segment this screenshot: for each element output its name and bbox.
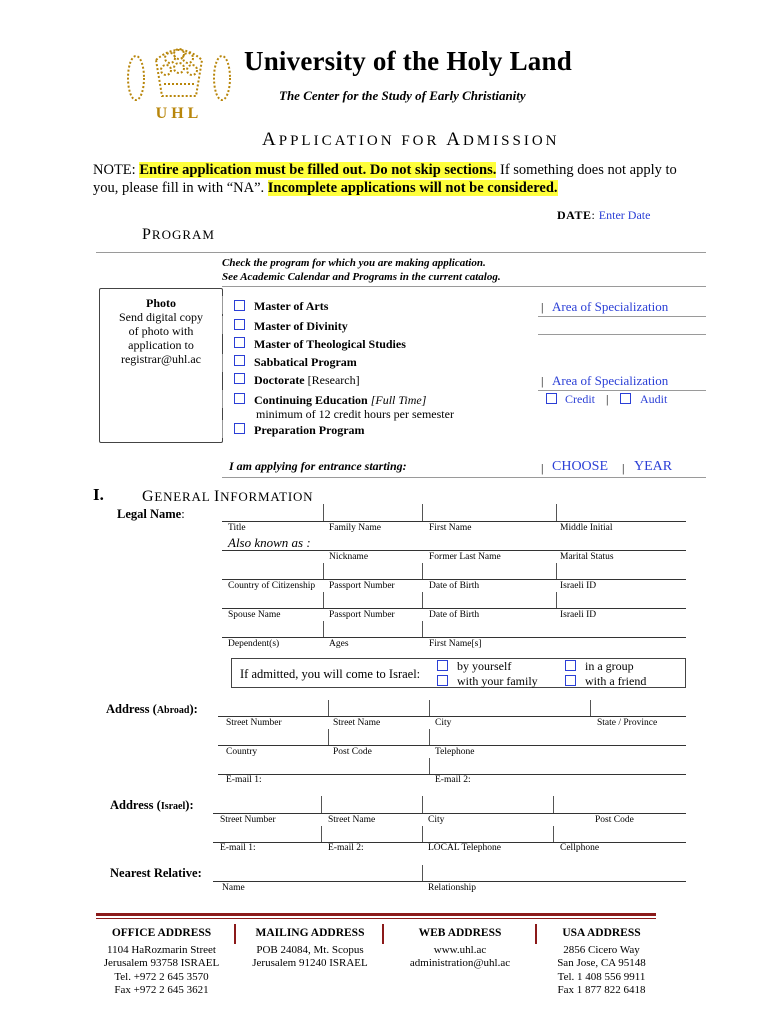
audit-checkbox[interactable] [620, 393, 631, 404]
divider [422, 563, 423, 579]
note-paragraph: NOTE: Entire application must be filled out. Do not skip sections. If something does not apply to you, please fill in with “NA”. Incomplete applications will not be considered. [93, 162, 677, 196]
passport-number-field[interactable]: Passport Number [329, 581, 395, 591]
credit-label: Credit [565, 392, 595, 406]
israel-street-name-field[interactable]: Street Name [328, 815, 376, 825]
footer-rule [96, 918, 656, 919]
footer-divider [382, 924, 384, 944]
divider [422, 504, 423, 521]
master-of-divinity-checkbox[interactable] [234, 319, 245, 330]
credit-checkbox[interactable] [546, 393, 557, 404]
divider [321, 796, 322, 813]
nearest-relative-label: Nearest Relative: [110, 866, 202, 880]
usa-address: USA ADDRESS 2856 Cicero Way San Jose, CA 95148 Tel. 1 408 556 9911 Fax 1 877 822 6418 [557, 927, 646, 996]
date-of-birth-field[interactable]: Date of Birth [429, 581, 480, 591]
mailing-address: MAILING ADDRESS POB 24084, Mt. Scopus Jerusalem 91240 ISRAEL [252, 927, 368, 969]
divider [222, 296, 223, 314]
date-field: DATE: Enter Date [557, 208, 651, 222]
divider [328, 729, 329, 745]
svg-text:UHL: UHL [155, 105, 203, 122]
divider [321, 826, 322, 842]
separator: | [606, 392, 609, 406]
abroad-street-name-field[interactable]: Street Name [333, 718, 381, 728]
master-of-arts-label: Master of Arts [254, 299, 329, 313]
middle-initial-field[interactable]: Middle Initial [560, 523, 613, 533]
area-of-specialization-1[interactable]: Area of Specialization [552, 299, 669, 314]
preparation-program-label: Preparation Program [254, 423, 365, 437]
divider [323, 621, 324, 637]
israel-local-telephone-field[interactable]: LOCAL Telephone [428, 843, 501, 853]
separator: | [541, 374, 544, 388]
area-of-specialization-2[interactable]: Area of Specialization [552, 373, 669, 388]
field-line [218, 745, 686, 746]
with-family-label: with your family [457, 674, 538, 688]
master-of-arts-checkbox[interactable] [234, 300, 245, 311]
abroad-post-code-field[interactable]: Post Code [333, 747, 372, 757]
photo-instructions: Photo Send digital copy of photo with application to registrar@uhl.ac [119, 296, 203, 366]
footer-divider [234, 924, 236, 944]
field-line [222, 550, 686, 551]
divider [553, 826, 554, 842]
spouse-name-field[interactable]: Spouse Name [228, 610, 281, 620]
divider [538, 316, 706, 317]
separator: | [541, 300, 544, 314]
divider [222, 477, 706, 478]
relative-relationship-field[interactable]: Relationship [428, 883, 477, 893]
separator: | [622, 461, 625, 475]
university-title: University of the Holy Land [244, 46, 572, 76]
abroad-telephone-field[interactable]: Telephone [435, 747, 475, 757]
spouse-passport-field[interactable]: Passport Number [329, 610, 395, 620]
doctorate-label: Doctorate [Research] [254, 373, 360, 387]
field-line [222, 637, 686, 638]
general-info-heading: GENERAL INFORMATION [142, 488, 314, 505]
field-line [213, 881, 686, 882]
preparation-program-checkbox[interactable] [234, 423, 245, 434]
divider [429, 758, 430, 774]
divider [323, 563, 324, 579]
web-address: WEB ADDRESS www.uhl.ac administration@uhl.ac [390, 927, 530, 971]
divider [556, 563, 557, 579]
abroad-email1-field[interactable]: E-mail 1: [226, 775, 262, 785]
divider [590, 700, 591, 716]
in-group-label: in a group [585, 659, 634, 673]
relative-name-field[interactable]: Name [222, 883, 245, 893]
field-line [213, 813, 686, 814]
program-heading: PROGRAM [142, 226, 215, 243]
divider [323, 504, 324, 521]
with-family-checkbox[interactable] [437, 675, 448, 686]
master-theological-studies-label: Master of Theological Studies [254, 337, 406, 351]
divider [422, 621, 423, 637]
divider [422, 826, 423, 842]
divider [422, 865, 423, 881]
field-line [222, 579, 686, 580]
abroad-street-number-field[interactable]: Street Number [226, 718, 282, 728]
israel-email1-field[interactable]: E-mail 1: [220, 843, 256, 853]
israeli-id-field[interactable]: Israeli ID [560, 581, 597, 591]
divider [556, 504, 557, 521]
footer-rule [96, 913, 656, 916]
family-name-field[interactable]: Family Name [329, 523, 381, 533]
divider [429, 729, 430, 745]
israel-street-number-field[interactable]: Street Number [220, 815, 276, 825]
website-link[interactable]: www.uhl.ac [433, 943, 487, 956]
abroad-city-field[interactable]: City [435, 718, 452, 728]
israel-cellphone-field[interactable]: Cellphone [560, 843, 600, 853]
former-last-name-field[interactable]: Former Last Name [429, 552, 501, 562]
title-field[interactable]: Title [228, 523, 246, 533]
continuing-education-checkbox[interactable] [234, 393, 245, 404]
uhl-logo [120, 38, 238, 124]
aka-label: Also known as : [228, 535, 311, 550]
field-line [222, 608, 686, 609]
abroad-country-field[interactable]: Country [226, 747, 258, 757]
university-subtitle: The Center for the Study of Early Christianity [279, 88, 526, 103]
divider [96, 252, 706, 253]
divider [222, 354, 223, 372]
sabbatical-program-checkbox[interactable] [234, 355, 245, 366]
divider [323, 592, 324, 608]
ages-field[interactable]: Ages [329, 639, 349, 649]
spouse-dob-field[interactable]: Date of Birth [429, 610, 480, 620]
master-of-divinity-label: Master of Divinity [254, 319, 348, 333]
office-address: OFFICE ADDRESS 1104 HaRozmarin Street Jerusalem 93758 ISRAEL Tel. +972 2 645 3570 Fax +972 2 645 3621 [103, 927, 220, 996]
divider [328, 700, 329, 716]
by-yourself-label: by yourself [457, 659, 512, 673]
entrance-starting-label: I am applying for entrance starting: [229, 459, 407, 473]
in-group-checkbox[interactable] [565, 660, 576, 671]
continuing-education-note: minimum of 12 credit hours per semester [256, 407, 454, 421]
program-instructions: Check the program for which you are making application. See Academic Calendar and Programs in the current catalog. [222, 257, 501, 283]
with-friend-checkbox[interactable] [565, 675, 576, 686]
divider [222, 420, 223, 438]
divider [553, 796, 554, 813]
divider [222, 316, 223, 334]
divider [222, 390, 223, 408]
year-select[interactable]: YEAR [634, 459, 673, 474]
legal-name-label: Legal Name: [117, 507, 185, 521]
divider [422, 796, 423, 813]
email-link[interactable]: administration@uhl.ac [409, 957, 511, 969]
field-line [218, 716, 686, 717]
form-title: APPLICATION FOR ADMISSION [262, 129, 560, 150]
field-line [222, 521, 686, 522]
dependent-first-names-field[interactable]: First Name[s] [429, 639, 482, 649]
address-israel-label: Address (Israel): [110, 798, 194, 812]
dependents-field[interactable]: Dependent(s) [228, 639, 280, 649]
israel-email2-field[interactable]: E-mail 2: [328, 843, 364, 853]
choose-term-select[interactable]: CHOOSE [552, 459, 609, 474]
continuing-education-label: Continuing Education [Full Time] [254, 393, 427, 407]
divider [429, 700, 430, 716]
nickname-field[interactable]: Nickname [329, 552, 369, 562]
address-abroad-label: Address (Abroad): [106, 702, 198, 716]
divider [556, 592, 557, 608]
divider [422, 592, 423, 608]
divider [222, 286, 706, 287]
divider [538, 390, 706, 391]
divider [538, 334, 706, 335]
abroad-state-field[interactable]: State / Province [597, 718, 658, 728]
spouse-israeli-id-field[interactable]: Israeli ID [560, 610, 597, 620]
first-name-field[interactable]: First Name [429, 523, 472, 533]
citizenship-field[interactable]: Country of Citizenship [228, 581, 316, 591]
doctorate-checkbox[interactable] [234, 373, 245, 384]
separator: | [541, 461, 544, 475]
date-input[interactable]: Enter Date [598, 208, 651, 222]
abroad-email2-field[interactable]: E-mail 2: [435, 775, 471, 785]
israel-arrival-question: If admitted, you will come to Israel: [240, 667, 421, 681]
master-theological-studies-checkbox[interactable] [234, 337, 245, 348]
with-friend-label: with a friend [585, 674, 647, 688]
israel-city-field[interactable]: City [428, 815, 445, 825]
footer-divider [535, 924, 537, 944]
sabbatical-program-label: Sabbatical Program [254, 355, 357, 369]
by-yourself-checkbox[interactable] [437, 660, 448, 671]
marital-status-field[interactable]: Marital Status [560, 552, 614, 562]
israel-post-code-field[interactable]: Post Code [595, 815, 634, 825]
audit-label: Audit [640, 392, 668, 406]
section-number: I. [93, 485, 104, 504]
